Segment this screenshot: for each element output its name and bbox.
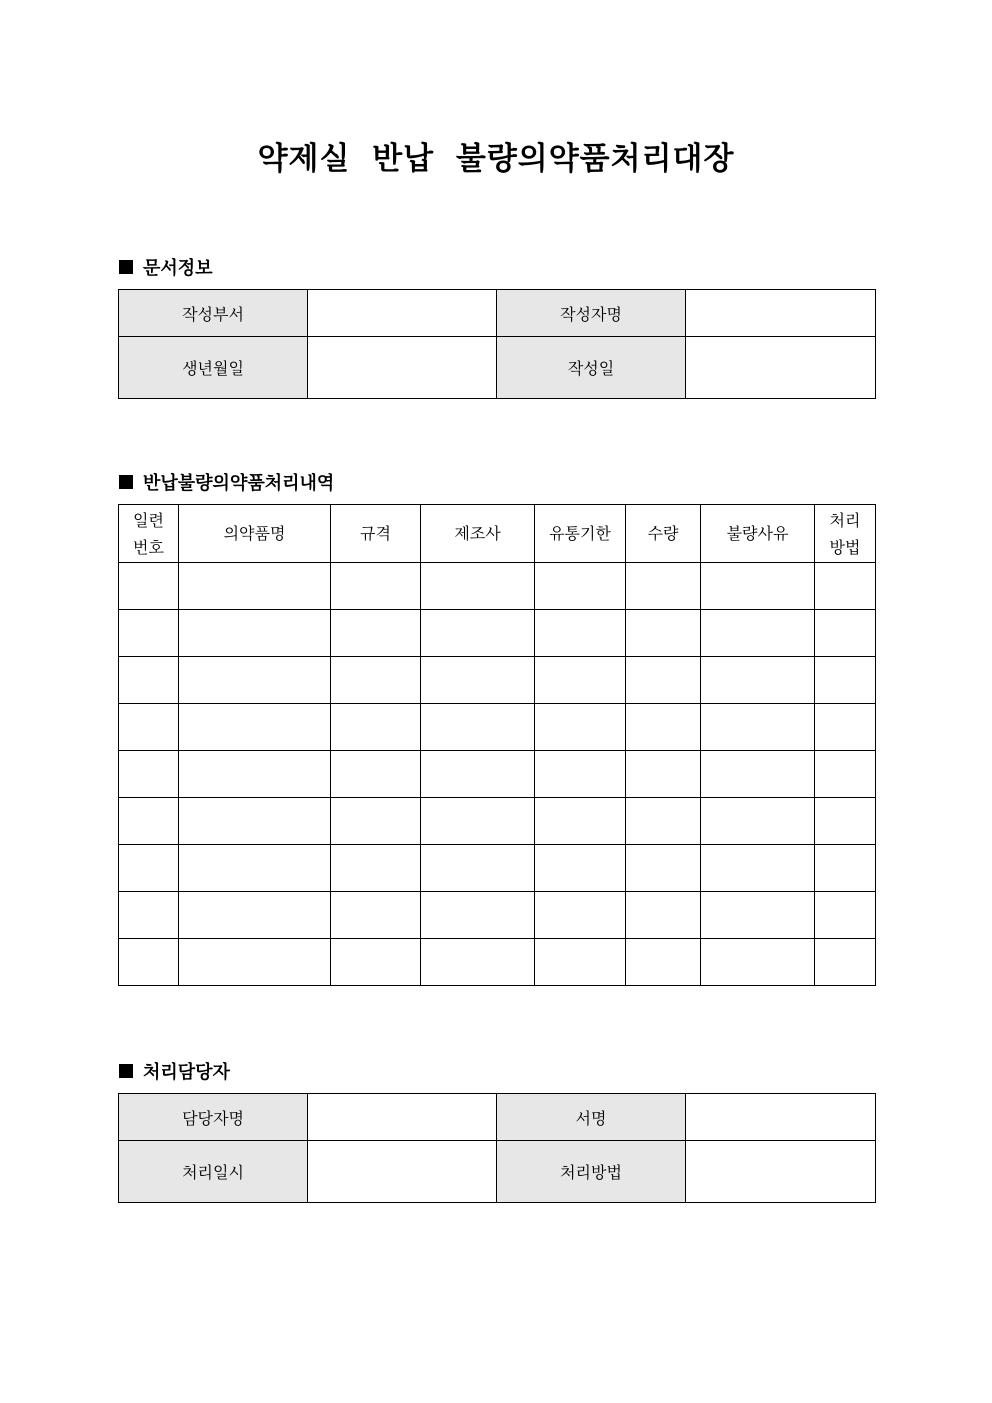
table-cell[interactable]	[119, 798, 179, 845]
table-cell[interactable]	[421, 657, 535, 704]
dept-field[interactable]	[308, 290, 497, 337]
table-cell[interactable]	[701, 610, 815, 657]
doc-info-table	[118, 289, 876, 399]
table-cell[interactable]	[421, 563, 535, 610]
table-cell[interactable]	[421, 610, 535, 657]
table-cell[interactable]	[179, 939, 331, 986]
column-header-label: 불량사유	[726, 524, 789, 543]
square-bullet-icon	[119, 1064, 133, 1078]
table-cell[interactable]	[331, 657, 421, 704]
table-cell[interactable]	[626, 845, 701, 892]
column-header	[701, 505, 815, 563]
table-cell[interactable]	[626, 798, 701, 845]
table-cell[interactable]	[535, 563, 626, 610]
table-cell[interactable]	[179, 704, 331, 751]
table-cell[interactable]	[626, 751, 701, 798]
table-cell[interactable]	[331, 751, 421, 798]
table-cell[interactable]	[331, 563, 421, 610]
table-cell[interactable]	[535, 845, 626, 892]
table-cell[interactable]	[119, 751, 179, 798]
table-cell[interactable]	[119, 892, 179, 939]
doc-info-heading-label: 문서정보	[143, 258, 213, 279]
table-cell[interactable]	[626, 563, 701, 610]
table-cell[interactable]	[421, 798, 535, 845]
table-cell[interactable]	[815, 798, 876, 845]
table-cell[interactable]	[535, 798, 626, 845]
square-bullet-icon	[119, 475, 133, 489]
author-label: 작성자명	[497, 290, 686, 337]
table-row	[119, 657, 876, 704]
handler-name-field[interactable]	[308, 1094, 497, 1141]
column-header-label: 번호	[133, 537, 164, 557]
table-cell[interactable]	[331, 610, 421, 657]
table-cell[interactable]	[535, 939, 626, 986]
table-cell[interactable]	[701, 657, 815, 704]
table-cell[interactable]	[701, 751, 815, 798]
birth-label: 생년월일	[119, 337, 308, 399]
column-header	[421, 505, 535, 563]
table-cell[interactable]	[815, 939, 876, 986]
table-cell[interactable]	[421, 939, 535, 986]
table-cell[interactable]	[179, 892, 331, 939]
table-cell[interactable]	[535, 751, 626, 798]
column-header	[535, 505, 626, 563]
column-header	[119, 505, 179, 563]
process-method-field[interactable]	[686, 1141, 876, 1203]
table-cell[interactable]	[119, 610, 179, 657]
table-cell[interactable]	[331, 845, 421, 892]
table-cell[interactable]	[331, 892, 421, 939]
table-cell[interactable]	[119, 563, 179, 610]
table-cell[interactable]	[179, 657, 331, 704]
records-table	[118, 504, 876, 986]
dept-label: 작성부서	[119, 290, 308, 337]
table-row	[119, 845, 876, 892]
table-cell[interactable]	[626, 892, 701, 939]
table-cell[interactable]	[331, 798, 421, 845]
square-bullet-icon	[119, 260, 133, 274]
table-cell[interactable]	[179, 798, 331, 845]
column-header-label: 의약품명	[223, 524, 286, 543]
table-cell[interactable]	[815, 610, 876, 657]
records-heading	[119, 469, 334, 495]
handler-name-label: 담당자명	[119, 1094, 308, 1141]
column-header	[815, 505, 876, 563]
column-header-label: 수량	[647, 524, 679, 543]
doc-info-heading	[119, 254, 213, 280]
table-cell[interactable]	[179, 751, 331, 798]
table-cell[interactable]	[421, 845, 535, 892]
table-cell[interactable]	[535, 704, 626, 751]
column-header	[179, 505, 331, 563]
column-header-label: 방법	[829, 537, 861, 557]
table-cell[interactable]	[119, 657, 179, 704]
column-header-label: 제조사	[454, 524, 501, 543]
table-cell[interactable]	[119, 845, 179, 892]
column-header-label: 일련	[133, 510, 164, 530]
table-cell[interactable]	[815, 845, 876, 892]
handler-heading	[119, 1058, 230, 1084]
signature-field[interactable]	[686, 1094, 876, 1141]
table-cell[interactable]	[535, 657, 626, 704]
handler-heading-label: 처리담당자	[143, 1062, 230, 1083]
birth-field[interactable]	[308, 337, 497, 399]
table-cell[interactable]	[626, 610, 701, 657]
table-cell[interactable]	[119, 939, 179, 986]
table-cell[interactable]	[421, 751, 535, 798]
author-field[interactable]	[686, 290, 876, 337]
table-cell[interactable]	[331, 939, 421, 986]
column-header-label: 유통기한	[549, 524, 611, 543]
signature-label: 서명	[497, 1094, 686, 1141]
table-row	[119, 798, 876, 845]
table-cell[interactable]	[626, 939, 701, 986]
table-row	[119, 939, 876, 986]
column-header-label: 규격	[360, 524, 391, 543]
handler-table	[118, 1093, 876, 1203]
column-header-label: 처리	[829, 510, 861, 530]
table-cell[interactable]	[701, 939, 815, 986]
table-cell[interactable]	[119, 704, 179, 751]
table-cell[interactable]	[179, 563, 331, 610]
table-row	[119, 751, 876, 798]
table-row	[119, 610, 876, 657]
records-heading-label: 반납불량의약품처리내역	[143, 473, 335, 494]
process-datetime-field[interactable]	[308, 1141, 497, 1203]
process-datetime-label: 처리일시	[119, 1141, 308, 1203]
table-cell[interactable]	[701, 845, 815, 892]
table-cell[interactable]	[535, 610, 626, 657]
table-cell[interactable]	[179, 610, 331, 657]
date-field[interactable]	[686, 337, 876, 399]
table-cell[interactable]	[535, 892, 626, 939]
table-cell[interactable]	[701, 892, 815, 939]
column-header	[331, 505, 421, 563]
table-cell[interactable]	[701, 563, 815, 610]
table-cell[interactable]	[815, 704, 876, 751]
table-cell[interactable]	[815, 892, 876, 939]
table-cell[interactable]	[701, 704, 815, 751]
table-cell[interactable]	[815, 563, 876, 610]
table-cell[interactable]	[179, 845, 331, 892]
table-row	[119, 563, 876, 610]
table-row	[119, 704, 876, 751]
table-row	[119, 892, 876, 939]
table-cell[interactable]	[701, 798, 815, 845]
table-cell[interactable]	[626, 657, 701, 704]
page-title: 약제실 반납 불량의약품처리대장	[257, 141, 735, 177]
date-label: 작성일	[497, 337, 686, 399]
table-cell[interactable]	[815, 657, 876, 704]
process-method-label: 처리방법	[497, 1141, 686, 1203]
table-cell[interactable]	[331, 704, 421, 751]
table-cell[interactable]	[421, 892, 535, 939]
table-cell[interactable]	[815, 751, 876, 798]
column-header	[626, 505, 701, 563]
table-cell[interactable]	[626, 704, 701, 751]
table-cell[interactable]	[421, 704, 535, 751]
